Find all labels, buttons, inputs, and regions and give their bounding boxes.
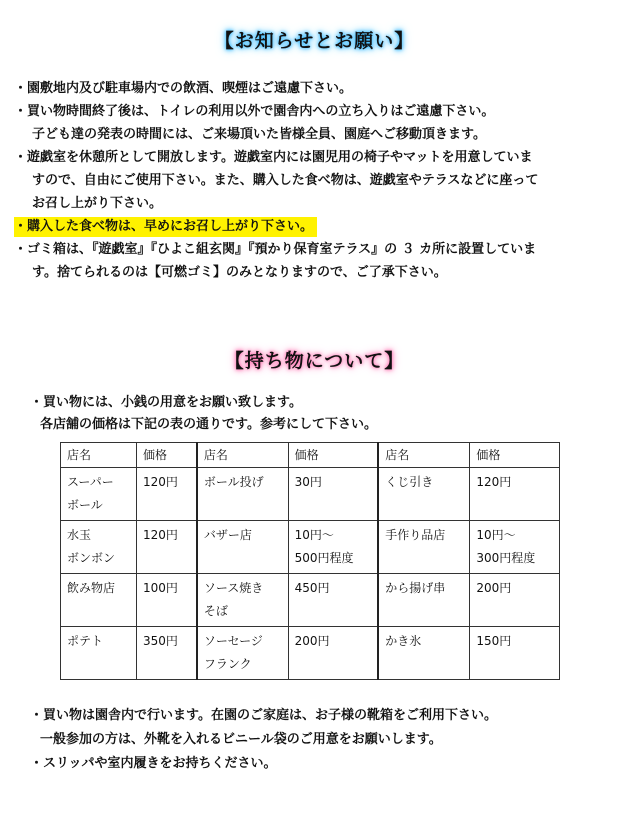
cell-line: フランク: [203, 657, 252, 671]
cell-line: ソース焼き: [203, 581, 264, 595]
outro-line: ・買い物は園舎内で行います。在園のご家庭は、お子様の靴箱をご利用下さい。: [30, 708, 497, 723]
shopping-title: [0, 346, 629, 373]
table-row: [61, 627, 560, 680]
cell-line: 350円: [143, 634, 178, 648]
cell-line: 飲み物店: [67, 581, 116, 595]
cell-line: ボール: [67, 498, 103, 512]
price-cell: [288, 521, 378, 574]
shopping-intro: [30, 392, 610, 436]
price-cell: [288, 574, 378, 627]
cell-line: ボンボン: [67, 551, 116, 565]
table-row: [61, 521, 560, 574]
table-row: [61, 574, 560, 627]
shopping-title-text: 【持ち物について】: [224, 350, 405, 372]
cell-line: 10円～: [476, 528, 516, 542]
shop-name-cell: [61, 521, 137, 574]
shop-name-cell: [378, 468, 470, 521]
cell-line: バザー店: [203, 528, 252, 542]
cell-line: 水玉: [67, 528, 92, 542]
table-header-cell: 店名: [61, 443, 137, 468]
notice-line: ・遊戯室を休憩所として開放します。遊戯室内には園児用の椅子やマットを用意していま: [14, 150, 533, 165]
price-cell: [137, 627, 197, 680]
cell-line: ソーセージ: [203, 634, 263, 648]
shopping-outro: [30, 704, 610, 776]
cell-line: 200円: [294, 634, 330, 648]
cell-line: くじ引き: [385, 475, 434, 489]
cell-line: 120円: [143, 475, 178, 489]
price-cell: [470, 574, 560, 627]
table-header-row: [61, 443, 560, 468]
notice-line: す。捨てられるのは【可燃ゴミ】のみとなりますので、ご了承下さい。: [32, 265, 447, 280]
notice-line: お召し上がり下さい。: [32, 196, 163, 211]
table-row: [61, 468, 560, 521]
price-cell: [288, 627, 378, 680]
cell-line: 120円: [476, 475, 512, 489]
cell-line: 手作り品店: [385, 528, 446, 542]
cell-line: 500円程度: [294, 551, 354, 565]
shop-name-cell: [61, 574, 137, 627]
price-cell: [470, 521, 560, 574]
price-table: [60, 442, 560, 680]
table-header-cell: 価格: [137, 443, 197, 468]
shop-name-cell: [197, 574, 288, 627]
price-cell: [470, 468, 560, 521]
cell-line: ポテト: [67, 634, 104, 648]
price-cell: [288, 468, 378, 521]
intro-line: 各店舗の価格は下記の表の通りです。参考にして下さい。: [40, 417, 377, 432]
price-cell: [137, 468, 197, 521]
cell-line: 30円: [294, 475, 322, 489]
notice-line: ・園敷地内及び駐車場内での飲酒、喫煙はご遠慮下さい。: [14, 81, 353, 96]
shop-name-cell: [61, 627, 137, 680]
outro-line: 一般参加の方は、外靴を入れるビニール袋のご用意をお願いします。: [40, 732, 442, 747]
cell-line: 100円: [143, 581, 178, 595]
shop-name-cell: [378, 521, 470, 574]
price-cell: [470, 627, 560, 680]
table-header-cell: 価格: [470, 443, 560, 468]
notice-line: ・買い物時間終了後は、トイレの利用以外で園舎内への立ち入りはご遠慮下さい。: [14, 104, 495, 119]
shop-name-cell: [197, 468, 288, 521]
highlighted-notice: ・購入した食べ物は、早めにお召し上がり下さい。: [14, 217, 317, 237]
intro-line: ・買い物には、小銭の用意をお願い致します。: [30, 395, 302, 410]
cell-line: 200円: [476, 581, 512, 595]
shop-name-cell: [378, 627, 470, 680]
cell-line: 450円: [294, 581, 330, 595]
notice-line: すので、自由にご使用下さい。また、購入した食べ物は、遊戯室やテラスなどに座って: [32, 173, 539, 188]
notices-title: [0, 26, 629, 53]
outro-line: ・スリッパや室内履きをお持ちください。: [30, 756, 277, 771]
cell-line: かき氷: [385, 634, 422, 648]
cell-line: 120円: [143, 528, 178, 542]
cell-line: ボール投げ: [203, 475, 264, 489]
cell-line: から揚げ串: [385, 581, 446, 595]
cell-line: 10円～: [294, 528, 334, 542]
cell-line: スーパー: [67, 475, 114, 489]
table-header-cell: 店名: [378, 443, 470, 468]
notices-list: [14, 77, 614, 284]
shop-name-cell: [197, 627, 288, 680]
shop-name-cell: [378, 574, 470, 627]
notices-title-text: 【お知らせとお願い】: [214, 30, 415, 52]
cell-line: 150円: [476, 634, 512, 648]
cell-line: そば: [203, 604, 228, 618]
table-header-cell: 店名: [197, 443, 288, 468]
notice-line: 子ども達の発表の時間には、ご来場頂いた皆様全員、園庭へご移動頂きます。: [32, 127, 486, 142]
table-header-cell: 価格: [288, 443, 378, 468]
cell-line: 300円程度: [476, 551, 536, 565]
shop-name-cell: [197, 521, 288, 574]
price-cell: [137, 574, 197, 627]
notice-line: ・ゴミ箱は、『遊戯室』『ひよこ組玄関』『預かり保育室テラス』の ３ カ所に設置していま: [14, 242, 537, 257]
shop-name-cell: [61, 468, 137, 521]
price-cell: [137, 521, 197, 574]
